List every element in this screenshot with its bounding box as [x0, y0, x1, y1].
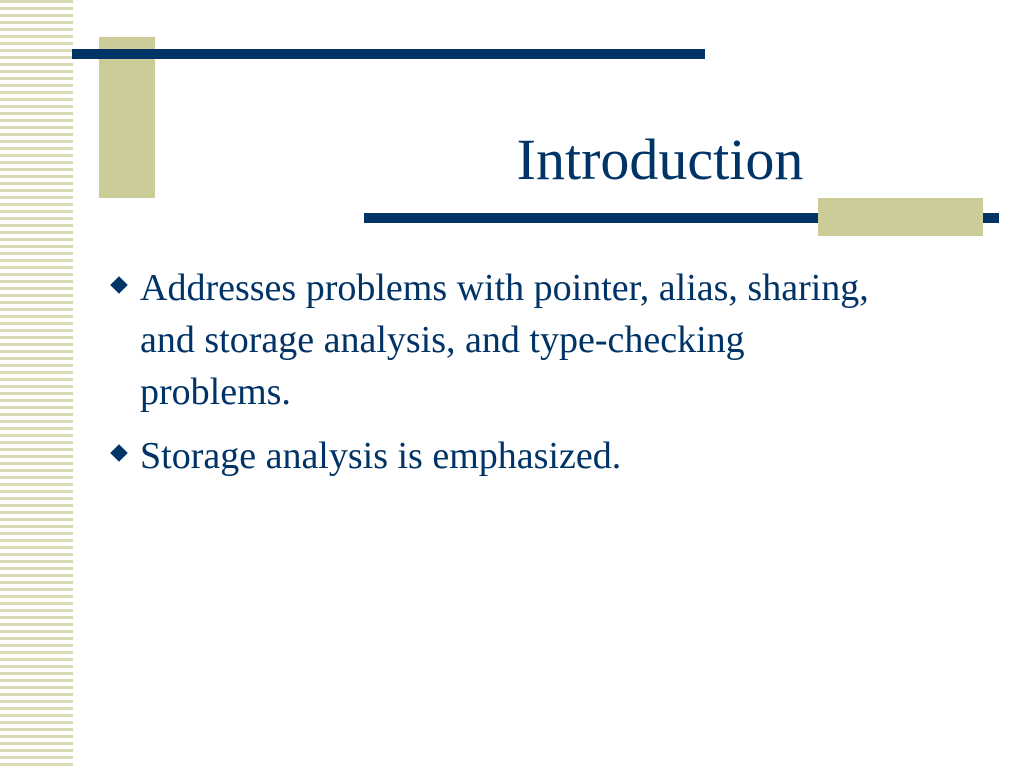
bullet-text: Storage analysis is emphasized. — [140, 435, 622, 477]
slide-title: Introduction — [516, 127, 804, 192]
bullet-list — [102, 262, 892, 494]
left-stripe-decoration — [0, 0, 73, 768]
khaki-accent-block-bottom — [818, 198, 983, 236]
diamond-bullet-icon — [108, 442, 130, 464]
bullet-item — [102, 430, 892, 482]
bullet-item — [102, 262, 892, 418]
navy-rule-top — [72, 49, 705, 59]
bullet-text: Addresses problems with pointer, alias, sharing, and storage analysis, and type-checking problems. — [140, 267, 869, 413]
diamond-bullet-icon — [108, 274, 130, 296]
khaki-accent-block-top — [99, 37, 155, 198]
